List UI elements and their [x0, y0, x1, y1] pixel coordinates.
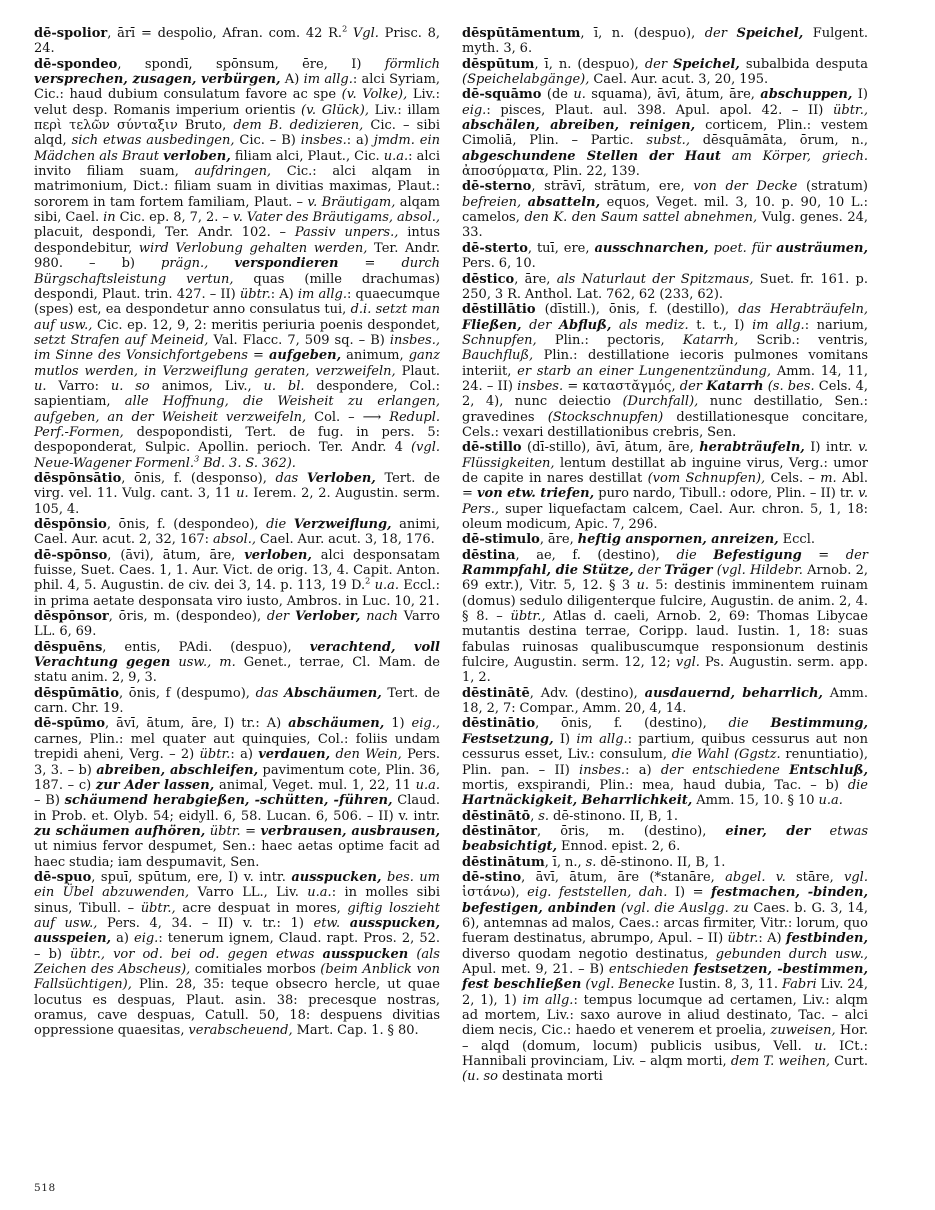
two-column-layout	[34, 26, 899, 1161]
dictionary-entry: dēspūmātio, ōnis, f (despumo), das Abschäumen, Tert. de carn. Chr. 19.	[34, 685, 440, 717]
dictionary-entry: dēspūtāmentum, ī, n. (despuo), der Speichel, Fulgent. myth. 3, 6.	[462, 26, 869, 57]
left-text-column	[34, 26, 440, 1161]
dictionary-entry: dēstina, ae, f. (destino), die Befestigung = der Rammpfahl, die Stütze, der Träger (vgl. Hildebr. Arnob. 2, 69 extr.), Vitr. 5, 12. § 3 u. 5: destinis imminentem ruinam (domus) sedulo diligenterque fulcire, Augustin. de anim. 2, 4. § 8. – übtr., Atlas d. caeli, Arnob. 2, 69: Thomas Libycae mutantis destina terrae, Coripp. laud. Iustin. 1, 18: suas fabulas ruinosas qualibuscumque responsionum destinis fulcire, Augustin. serm. 12, 12; vgl. Ps. Augustin. serm. app. 1, 2.	[462, 547, 869, 686]
dictionary-entry: dēspōnsātio, ōnis, f. (desponso), das Verloben, Tert. de virg. vel. 11. Vulg. cant. 3, 11 u. Ierem. 2, 2. Augustin. serm. 105, 4.	[34, 470, 441, 517]
dictionary-entry: dēspuēns, entis, PAdi. (despuo), verachtend, voll Verachtung gegen usw., m. Genet., terrae, Cl. Mam. de statu anim. 2, 9, 3.	[34, 639, 440, 686]
dictionary-entry: dē-spolior, ārī = despolio, Afran. com. 42 R.$^2$ Vgl. Prisc. 8, 24.	[34, 24, 440, 57]
dictionary-entry: dēstinātē, Adv. (destino), ausdauernd, beharrlich, Amm. 18, 2, 7: Compar., Amm. 20, 4, 14.	[462, 685, 868, 717]
dictionary-entry: dē-stimulo, āre, heftig anspornen, anreizen, Eccl.	[462, 532, 815, 548]
dictionary-entry: dēstinātio, ōnis, f. (destino), die Bestimmung, Festsetzung, I) im allg.: partium, quibus cessurus aut non cessurus esset, Liv.: consulum, die Wahl (Ggstz. renuntiatio), Plin. pan. – II) insbes.: a) der entschiedene Entschluß, mortis, exspirandi, Plin.: mea, haud dubia, Tac. – b) die Hartnäckigkeit, Beharrlichkeit, Amm. 15, 10. § 10 u.a.	[462, 716, 868, 809]
dictionary-entry: dē-spuo, spuī, spūtum, ere, I) v. intr. ausspucken, bes. um ein Übel abzuwenden, Varro LL., Liv. u.a.: in molles sibi sinus, Tibull. – übtr., acre despuat in mores, giftig loszieht auf usw., Pers. 4, 34. – II) v. tr.: 1) etw. ausspucken, ausspeien, a) eig.: tenerum ignem, Claud. rapt. Pros. 2, 52. – b) übtr., vor od. bei od. gegen etwas ausspucken (als Zeichen des Abscheus), comitiales morbos (beim Anblick von Fallsüchtigen), Plin. 28, 35: teque obsecro hercle, ut quae locutus es despuas, Plaut. asin. 38: precesque nostras, oramus, cave despuas, Catull. 50, 18: despuens divitias oppressione quaesitas, verabscheuend, Mart. Cap. 1. § 80.	[34, 869, 440, 1039]
dictionary-entry: dē-spondeo, spondī, spōnsum, ēre, I) förmlich versprechen, zusagen, verbürgen, A) im allg.: alci Syriam, Cic.: haud dubium consulatum favore ac spe (v. Volke), Liv.: velut desp. Romanis imperium orientis (v. Glück), Liv.: illam περὶ τελῶν σύνταξιν Bruto, dem B. dedizieren, Cic. – sibi alqd, sich etwas ausbedingen, Cic. – B) insbes.: a) jmdm. ein Mädchen als Braut verloben, filiam alci, Plaut., Cic. u.a.: alci invito filiam suam, aufdringen, Cic.: alci alqam in matrimonium, Dict.: filiam suam in divitias maximas, Plaut.: sororem in tam fortem familiam, Plaut. – v. Bräutigam, alqam sibi, Cael. in Cic. ep. 8, 7, 2. – v. Vater des Bräutigams, absol., placuit, despondi, Ter. Andr. 102. – Passiv unpers., intus despondebitur, wird Verlobung gehalten werden, Ter. Andr. 980. – b) prägn., verspondieren = durch Bürgschaftsleistung vertun, quas (mille drachumas) despondi, Plaut. trin. 427. – II) übtr.: A) im allg.: quaecumque (spes) est, ea despondetur anno consulatus tui, d.i. setzt man auf usw., Cic. ep. 12, 9, 2: meritis periuria poenis despondet, setzt Strafen auf Meineid, Val. Flacc. 7, 509 sq. – B) insbes., im Sinne des Vonsichfortgebens = aufgeben, animum, ganz mutlos werden, in Verzweiflung geraten, verzweifeln, Plaut. u. Varro: u. so animos, Liv., u. bl. despondere, Col.: sapientiam, alle Hoffnung, die Weisheit zu erlangen, aufgeben, an der Weisheit verzweifeln, Col. – ⟶ Redupl. Perf.-Formen, despopondisti, Tert. de fug. in pers. 5: despoponderat, Sulpic. Apollin. perioch. Ter. Andr. 4 (vgl. Neue-Wagener Formenl.$^3$ Bd. 3. S. 362).	[34, 56, 441, 471]
right-text-column	[462, 26, 868, 1161]
dictionary-entry: dē-spōnso, (āvi), ātum, āre, verloben, alci desponsatam fuisse, Suet. Caes. 1, 1. Aur. Vict. de orig. 13, 4. Capit. Anton. phil. 4, 5. Augustin. de civ. dei 3, 14. p. 113, 19 D.$^2$ u.a. Eccl.: in prima aetate desponsata viro iusto, Ambros. in Luc. 10, 21.	[34, 547, 440, 609]
dictionary-entry: dē-sterto, tuī, ere, ausschnarchen, poet. für austräumen, Pers. 6, 10.	[462, 240, 869, 272]
dictionary-entry: dēspōnsio, ōnis, f. (despondeo), die Verzweiflung, animi, Cael. Aur. acut. 2, 32, 167: absol., Cael. Aur. acut. 3, 18, 176.	[34, 517, 441, 548]
dictionary-entry: dēstinātor, ōris, m. (destino), einer, der etwas beabsichtigt, Ennod. epist. 2, 6.	[462, 823, 868, 855]
dictionary-entry: dē-stillo (dī-stillo), āvī, ātum, āre, herabträufeln, I) intr. v. Flüssigkeiten, lentum destillat ab inguine virus, Verg.: umor de capite in nares destillat (vom Schnupfen), Cels. – m. Abl. = von etw. triefen, puro nardo, Tibull.: odore, Plin. – II) tr. v. Pers., super liquefactam calcem, Cael. Aur. chron. 5, 1, 18: oleum modicum, Apic. 7, 296.	[462, 440, 869, 532]
page-number: 518	[34, 1182, 56, 1194]
dictionary-entry: dēstinātum, ī, n., s. dē-stinono. II, B, 1.	[462, 854, 726, 870]
dictionary-entry: dē-stino, āvī, ātum, āre (*stanāre, abgel. v. stāre, vgl. ἱστάνω), eig. feststellen, dah. I) = festmachen, -binden, befestigen, anbinden (vgl. die Auslgg. zu Caes. b. G. 3, 14, 6), antemnas ad malos, Caes.: arcas firmiter, Vitr.: lorum, quo fueram destinatus, abrumpo, Apul. – II) übtr.: A) festbinden, diverso quodam negotio destinatus, gebunden durch usw., Apul. met. 9, 21. – B) entschieden festsetzen, -bestimmen, fest beschließen (vgl. Benecke Iustin. 8, 3, 11. Fabri Liv. 24, 2, 1), 1) im allg.: tempus locumque ad certamen, Liv.: alqm ad mortem, Liv.: saxo aurove in aliud destinato, Tac. – alci diem necis, Cic.: haedo et venerem et proelia, zuweisen, Hor. – alqd (domum, locum) publicis usibus, Vell. u. ICt.: Hannibali provinciam, Liv. – alqm morti, dem T. weihen, Curt. (u. so destinata morti	[462, 869, 869, 1085]
dictionary-entry: dēspōnsor, ōris, m. (despondeo), der Verlober, nach Varro LL. 6, 69.	[34, 609, 440, 640]
dictionary-entry: dē-spūmo, āvī, ātum, āre, I) tr.: A) abschäumen, 1) eig., carnes, Plin.: mel quater aut quinquies, Col.: foliis undam trepidi aheni, Verg. – 2) übtr.: a) verdauen, den Wein, Pers. 3, 3. – b) abreiben, abschleifen, pavimentum cote, Plin. 36, 187. – c) zur Ader lassen, animal, Veget. mul. 1, 22, 11 u.a. – B) schäumend herabgießen, -schütten, -führen, Claud. in Prob. et. Olyb. 54; eidyll. 6, 58. Lucan. 6, 506. – II) v. intr. zu schäumen aufhören, übtr. = verbrausen, ausbrausen, ut nimius fervor despumet, Sen.: haec aetas optime facit ad haec studia; iam despumavit, Sen.	[34, 716, 441, 870]
dictionary-entry: dēstico, āre, als Naturlaut der Spitzmaus, Suet. fr. 161. p. 250, 3 R. Anthol. Lat. 762, 62 (233, 62).	[462, 271, 869, 302]
dictionary-entry: dēspūtum, ī, n. (despuo), der Speichel, subalbida desputa (Speichelabgänge), Cael. Aur. acut. 3, 20, 195.	[462, 56, 869, 88]
dictionary-entry: dēstillātio (dīstill.), ōnis, f. (destillo), das Herabträufeln, Fließen, der Abfluß, als mediz. t. t., I) im allg.: narium, Schnupfen, Plin.: pectoris, Katarrh, Scrib.: ventris, Bauchfluß, Plin.: destillatione iecoris pulmones vomitans interiit, er starb an einer Lungenentzündung, Amm. 14, 11, 24. – II) insbes. = καταστᾰγμός, der Katarrh (s. bes. Cels. 4, 2, 4), nunc deiectio (Durchfall), nunc destillatio, Sen.: gravedines (Stockschnupfen) destillationesque concitare, Cels.: vexari destillationibus crebris, Sen.	[462, 302, 869, 440]
dictionary-entry: dēstinātō, s. dē-stinono. II, B, 1.	[462, 808, 679, 824]
dictionary-entry: dē-squāmo (de u. squama), āvī, ātum, āre, abschuppen, I) eig.: pisces, Plaut. aul. 398. Apul. apol. 42. – II) übtr., abschälen, abreiben, reinigen, corticem, Plin.: vestem Cimoliā, Plin. – Partic. subst., dēsquāmāta, ōrum, n., abgeschundene Stellen der Haut am Körper, griech. ἀποσύρματα, Plin. 22, 139.	[462, 87, 869, 180]
dictionary-entry: dē-sterno, strāvī, strātum, ere, von der Decke (stratum) befreien, absatteln, equos, Veget. mil. 3, 10. p. 90, 10 L.: camelos, den K. den Saum sattel abnehmen, Vulg. genes. 24, 33.	[462, 179, 869, 241]
